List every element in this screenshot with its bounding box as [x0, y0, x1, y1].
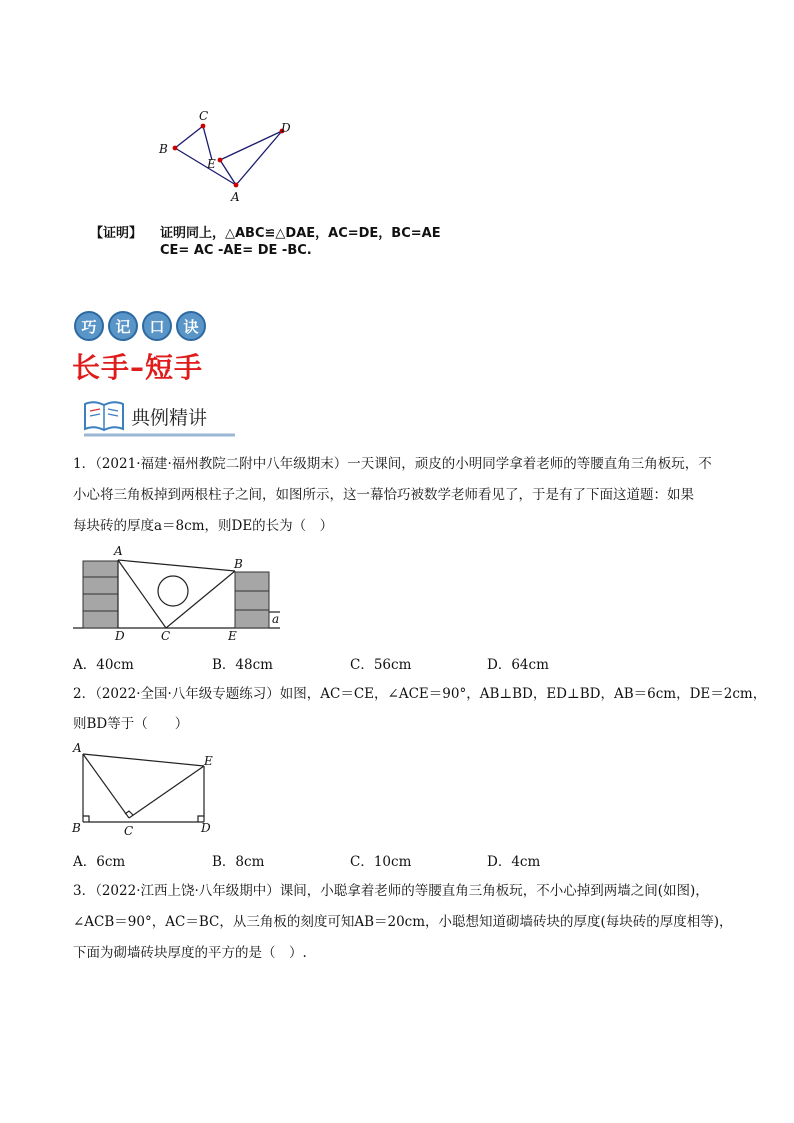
q2-label-E: E: [204, 754, 213, 768]
label-D: D: [281, 121, 291, 135]
label-A: A: [231, 190, 240, 204]
q2-option-a: A．6cm: [73, 854, 126, 870]
q2-label-B: B: [72, 821, 81, 835]
q1-line-1: 1．（2021·福建·福州教院二附中八年级期末）一天课间，顽皮的小明同学拿着老师的等腰直角三角板玩，不: [73, 456, 712, 472]
q2-label-D: D: [201, 821, 211, 835]
q3-line-1: 3．（2022·江西上饶·八年级期中）课间，小聪拿着老师的等腰直角三角板玩，不小心掉到两墙之间(如图)，: [73, 883, 709, 899]
q3-line-3: 下面为砌墙砖块厚度的平方的是（ ）.: [73, 945, 307, 961]
proof-line-2: CE= AC -AE= DE -BC.: [160, 243, 312, 258]
q1-label-C: C: [161, 629, 171, 643]
q2-option-c: C．10cm: [350, 854, 412, 870]
q2-figure-right-triangles: [68, 740, 223, 840]
badge-char: 诀: [176, 311, 206, 341]
q1-label-E: E: [228, 629, 237, 643]
q1-option-b: B．48cm: [212, 657, 273, 673]
q1-option-d: D．64cm: [487, 657, 549, 673]
q2-line-1: 2．（2022·全国·八年级专题练习）如图，AC＝CE，∠ACE＝90°，AB⊥BD，ED⊥BD，AB＝6cm，DE＝2cm，: [73, 686, 767, 702]
figure-congruent-triangles: [150, 105, 310, 205]
section-header: [80, 396, 235, 438]
badge-char: 巧: [74, 311, 104, 341]
q1-line-3: 每块砖的厚度a＝8cm，则DE的长为（ ）: [73, 518, 334, 534]
label-E: E: [207, 157, 216, 171]
mnemonic-badges: [74, 311, 206, 341]
q1-label-A: A: [114, 544, 123, 558]
mnemonic-title: 长手–短手: [72, 351, 204, 384]
badge-char: 口: [142, 311, 172, 341]
q1-option-a: A．40cm: [73, 657, 134, 673]
q1-label-D: D: [115, 629, 125, 643]
q1-option-c: C．56cm: [350, 657, 412, 673]
q2-line-2: 则BD等于（ ）: [73, 716, 189, 732]
q1-label-B: B: [234, 557, 243, 571]
q2-label-C: C: [124, 824, 134, 838]
q1-line-2: 小心将三角板掉到两根柱子之间，如图所示，这一幕恰巧被数学老师看见了，于是有了下面这道题：如果: [73, 487, 694, 503]
label-B: B: [159, 142, 168, 156]
q2-option-d: D．4cm: [487, 854, 541, 870]
badge-char: 记: [108, 311, 138, 341]
q2-label-A: A: [73, 741, 82, 755]
label-C: C: [199, 109, 209, 123]
q1-label-a: a: [272, 612, 280, 626]
q3-line-2: ∠ACB＝90°，AC＝BC，从三角板的刻度可知AB＝20cm，小聪想知道砌墙砖块的厚度(每块砖的厚度相等)，: [73, 914, 733, 930]
proof-line-1: 证明同上，△ABC≌△DAE，AC=DE，BC=AE: [160, 226, 441, 241]
q2-option-b: B．8cm: [212, 854, 265, 870]
section-title: 典例精讲: [131, 407, 208, 429]
proof-label: 【证明】: [90, 226, 143, 241]
q1-figure-bricks: [70, 543, 290, 643]
